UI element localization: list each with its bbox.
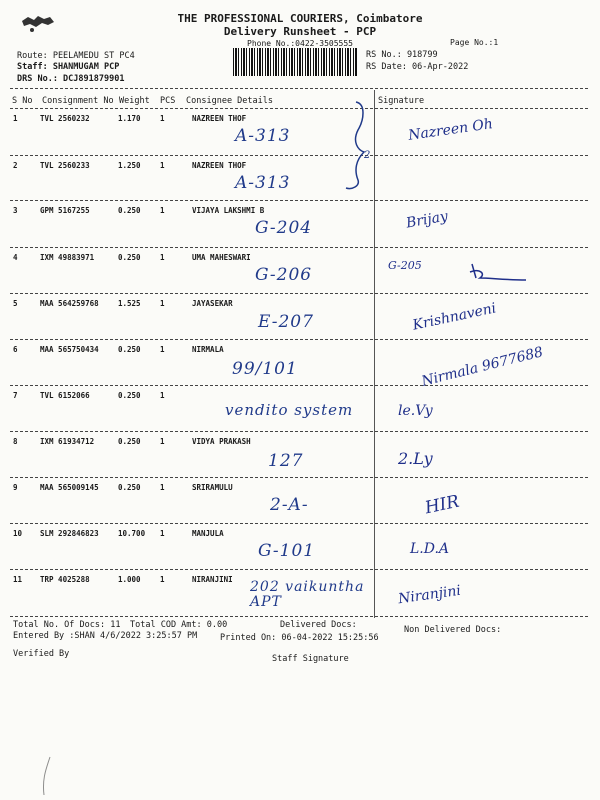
table-row xyxy=(0,525,600,570)
row-pcs: 1 xyxy=(160,253,165,262)
row-weight: 1.525 xyxy=(118,299,141,308)
divider xyxy=(10,293,588,294)
pen-mark xyxy=(30,755,70,800)
row-pcs: 1 xyxy=(160,437,165,446)
row-pcs: 1 xyxy=(160,161,165,170)
row-pcs: 1 xyxy=(160,575,165,584)
row-consignee: MANJULA xyxy=(192,529,224,538)
row-signature: le.Vy xyxy=(398,403,433,419)
route-label: Route: PEELAMEDU ST PC4 xyxy=(17,51,135,61)
row-pcs: 1 xyxy=(160,299,165,308)
table-row xyxy=(0,387,600,432)
row-signature: Niranjini xyxy=(397,582,462,608)
row-signature: Brijay xyxy=(404,208,450,232)
row-sno: 9 xyxy=(13,483,18,492)
row-consignee: JAYASEKAR xyxy=(192,299,233,308)
divider xyxy=(10,569,588,570)
row-handwritten-note: 99/101 xyxy=(232,359,298,379)
row-handwritten-note: G-101 xyxy=(258,541,316,561)
row-handwritten-note: 202 vaikuntha APT xyxy=(250,579,365,610)
row-sno: 10 xyxy=(13,529,23,538)
row-weight: 1.170 xyxy=(118,114,141,123)
page-number: Page No.:1 xyxy=(450,38,499,47)
row-handwritten-note: G-206 xyxy=(255,265,313,285)
divider xyxy=(10,200,588,201)
total-docs: Total No. Of Docs: 11 xyxy=(13,620,121,630)
table-row xyxy=(0,341,600,390)
divider xyxy=(10,477,588,478)
col-consignment: Consignment No xyxy=(42,96,114,106)
divider xyxy=(10,108,588,109)
row-weight: 1.250 xyxy=(118,161,141,170)
row-weight: 0.250 xyxy=(118,391,141,400)
row-signature: Krishnaveni xyxy=(411,300,498,334)
drs-number: DRS No.: DCJ891879901 xyxy=(17,74,125,84)
row-consignment: IXM 49883971 xyxy=(40,253,95,262)
row-consignment: TVL 6152066 xyxy=(40,391,90,400)
divider xyxy=(10,616,588,617)
row-consignment: IXM 61934712 xyxy=(40,437,95,446)
runsheet-subtitle: Delivery Runsheet - PCP xyxy=(223,25,377,38)
table-row xyxy=(0,571,600,616)
row-handwritten-note: G-204 xyxy=(255,218,313,238)
svg-text:2: 2 xyxy=(364,150,371,161)
row-consignee: NIRANJINI xyxy=(192,575,233,584)
row-weight: 0.250 xyxy=(118,437,141,446)
total-cod: Total COD Amt: 0.00 xyxy=(130,620,228,630)
col-consignee: Consignee Details xyxy=(186,96,273,106)
row-signature: L.D.A xyxy=(410,541,450,557)
row-consignment: TRP 4025288 xyxy=(40,575,90,584)
delivered-docs: Delivered Docs: xyxy=(280,620,357,630)
phone-number: Phone No.:0422-3505555 xyxy=(247,39,353,48)
divider xyxy=(10,155,588,156)
row-handwritten-note: A-313 xyxy=(235,126,291,146)
printed-on: Printed On: 06-04-2022 15:25:56 xyxy=(220,633,379,643)
table-row xyxy=(0,202,600,247)
row-weight: 0.250 xyxy=(118,206,141,215)
row-pcs: 1 xyxy=(160,206,165,215)
table-row xyxy=(0,157,600,202)
row-pcs: 1 xyxy=(160,483,165,492)
row-pcs: 1 xyxy=(160,114,165,123)
row-consignee: NAZREEN THOF xyxy=(192,114,247,123)
divider xyxy=(10,431,588,432)
row-consignee: UMA MAHESWARI xyxy=(192,253,251,262)
col-signature: Signature xyxy=(378,96,425,106)
row-handwritten-note: 2-A- xyxy=(270,495,309,515)
row-handwritten-note: A-313 xyxy=(235,173,291,193)
divider xyxy=(10,339,588,340)
verified-by: Verified By xyxy=(13,649,70,659)
col-sno: S No xyxy=(12,96,33,106)
row-consignment: TVL 2560233 xyxy=(40,161,90,170)
row-sno: 2 xyxy=(13,161,18,170)
row-signature: HIR xyxy=(423,491,462,519)
rs-date: RS Date: 06-Apr-2022 xyxy=(366,62,469,72)
col-pcs: PCS xyxy=(160,96,176,106)
row-consignment: GPM 5167255 xyxy=(40,206,90,215)
table-row xyxy=(0,479,600,524)
company-title: THE PROFESSIONAL COURIERS, Coimbatore xyxy=(177,12,423,25)
rs-number: RS No.: 918799 xyxy=(366,50,438,60)
row-consignee: SRIRAMULU xyxy=(192,483,233,492)
row-consignee: NIRMALA xyxy=(192,345,224,354)
row-weight: 0.250 xyxy=(118,253,141,262)
non-delivered-docs: Non Delivered Docs: xyxy=(404,625,502,635)
row-handwritten-note: 127 xyxy=(268,451,304,471)
col-weight: Weight xyxy=(119,96,150,106)
row-weight: 0.250 xyxy=(118,345,141,354)
row-handwritten-note: E-207 xyxy=(258,312,314,332)
row-pcs: 1 xyxy=(160,529,165,538)
row-consignee: VIDYA PRAKASH xyxy=(192,437,251,446)
entered-by: Entered By :SHAN 4/6/2022 3:25:57 PM xyxy=(13,631,198,641)
row-consignment: MAA 564259768 xyxy=(40,299,99,308)
row-sno: 6 xyxy=(13,345,18,354)
row-signature: Nirmala 9677688 xyxy=(419,344,545,390)
row-consignee: VIJAYA LAKSHMI B xyxy=(192,206,265,215)
row-sno: 1 xyxy=(13,114,18,123)
table-row xyxy=(0,433,600,478)
barcode xyxy=(233,48,358,76)
row-consignee: NAZREEN THOF xyxy=(192,161,247,170)
bracket-mark xyxy=(338,100,378,192)
row-sno: 5 xyxy=(13,299,18,308)
divider xyxy=(10,247,588,248)
divider xyxy=(10,385,588,386)
row-signature: G-205 xyxy=(388,259,422,272)
row-signature: Nazreen Oh xyxy=(407,116,494,144)
divider xyxy=(10,523,588,524)
row-weight: 10.700 xyxy=(118,529,146,538)
row-handwritten-note: vendito system xyxy=(225,401,354,419)
row-sno: 7 xyxy=(13,391,18,400)
row-sno: 8 xyxy=(13,437,18,446)
row-weight: 0.250 xyxy=(118,483,141,492)
row-signature: 2.Ly xyxy=(398,449,433,468)
row-consignment: MAA 565009145 xyxy=(40,483,99,492)
row-sno: 4 xyxy=(13,253,18,262)
row-weight: 1.000 xyxy=(118,575,141,584)
signature-scribble xyxy=(466,260,530,286)
row-sno: 3 xyxy=(13,206,18,215)
divider xyxy=(10,88,588,89)
table-row xyxy=(0,110,600,155)
staff-signature: Staff Signature xyxy=(272,654,349,664)
row-pcs: 1 xyxy=(160,391,165,400)
row-consignment: SLM 292846823 xyxy=(40,529,99,538)
row-sno: 11 xyxy=(13,575,23,584)
row-consignment: MAA 565750434 xyxy=(40,345,99,354)
row-consignment: TVL 2560232 xyxy=(40,114,90,123)
staff-label: Staff: SHANMUGAM PCP xyxy=(17,62,120,72)
row-pcs: 1 xyxy=(160,345,165,354)
table-row xyxy=(0,295,600,340)
